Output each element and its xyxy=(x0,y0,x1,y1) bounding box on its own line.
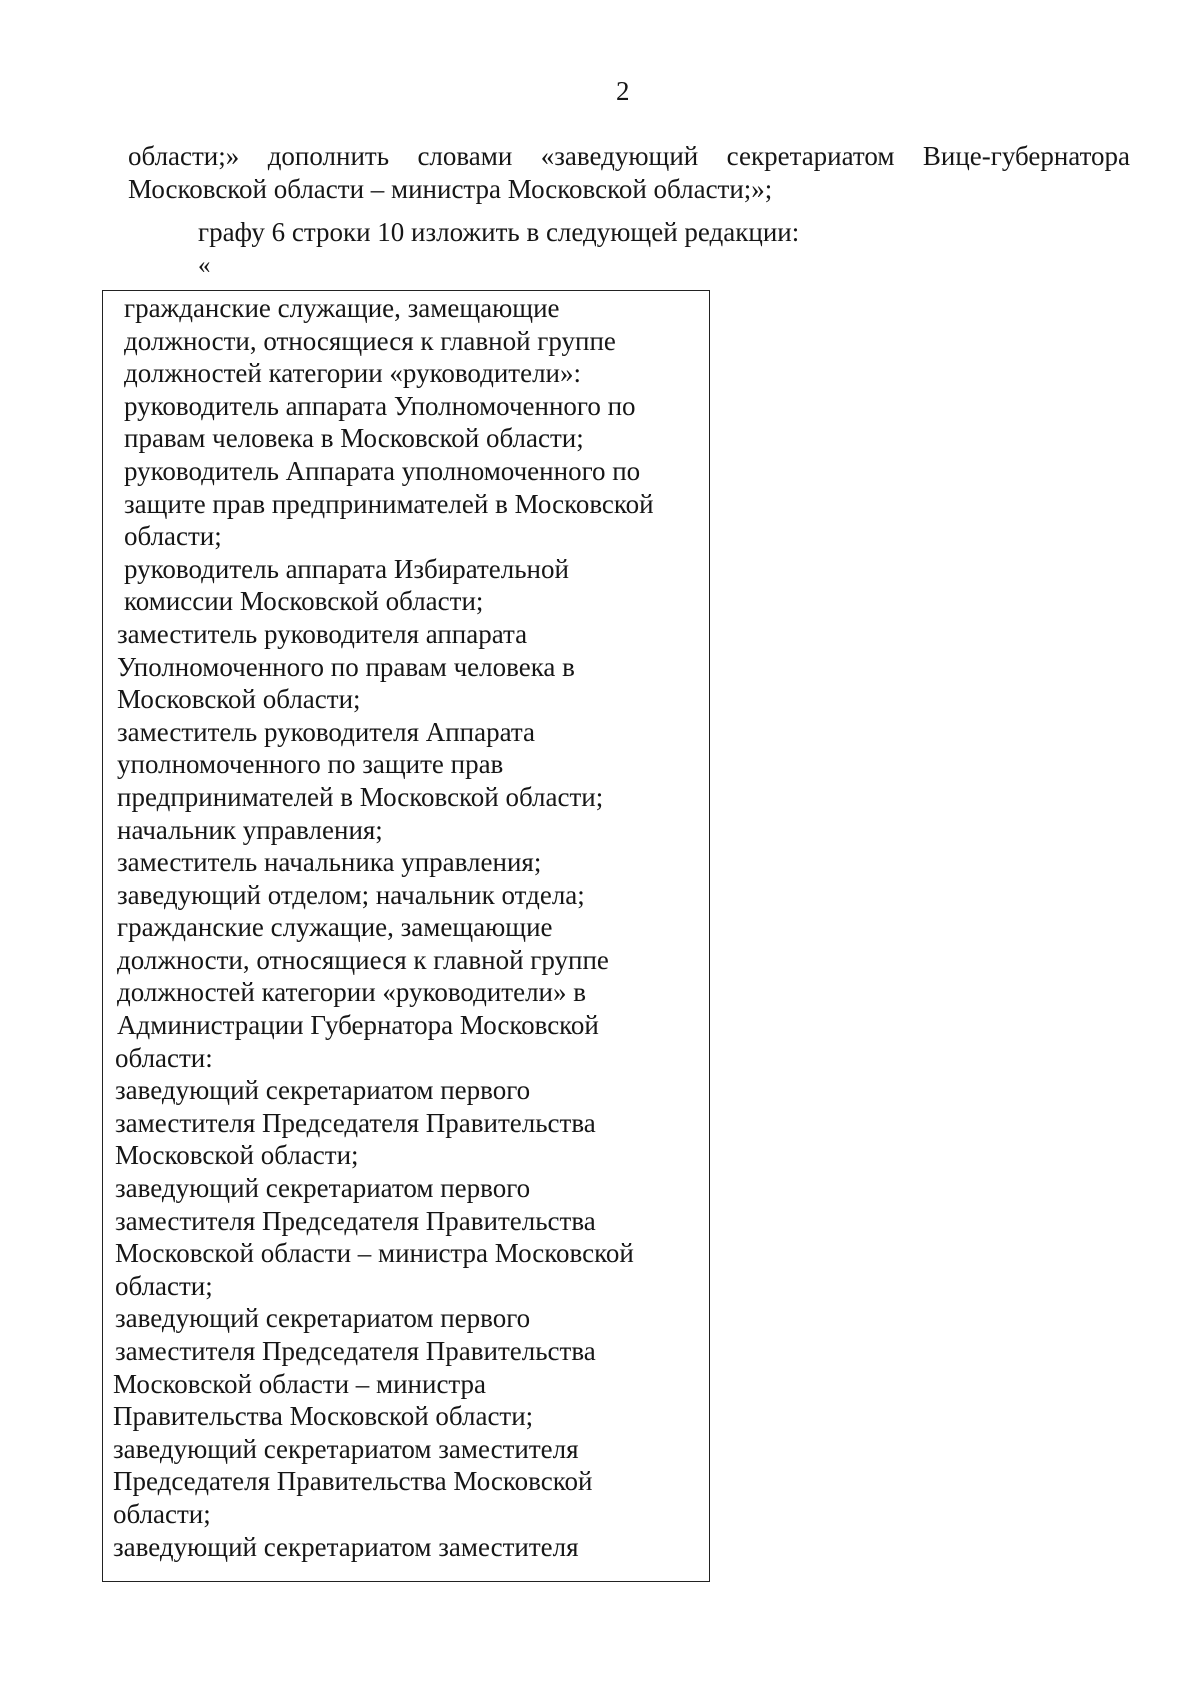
cell-line: Администрации Губернатора Московской xyxy=(117,1010,599,1041)
cell-line: заместителя Председателя Правительства xyxy=(115,1336,596,1366)
cell-line: заведующий секретариатом первого xyxy=(115,1173,531,1204)
cell-line: правам человека в Московской области; xyxy=(124,423,584,454)
cell-line: Московской области – министра xyxy=(113,1368,487,1399)
cell-line: защите прав предпринимателей в Московской xyxy=(124,488,654,519)
cell-line: заместителя Председателя Правительства xyxy=(115,1205,596,1236)
cell-line: заведующий секретариатом первого xyxy=(115,1075,531,1106)
cell-line: Председателя Правительства Московской xyxy=(113,1466,593,1497)
intro-line-1: области;» дополнить словами «заведующий секретариатом Вице-губернатора xyxy=(128,141,1130,171)
cell-line: начальник управления; xyxy=(117,814,383,845)
cell-line: должности, относящиеся к главной группе xyxy=(117,944,609,975)
cell-line: Московской области; xyxy=(115,1140,359,1171)
cell-line: заведующий отделом; начальник отдела; xyxy=(117,879,585,910)
cell-line: должности, относящиеся к главной группе xyxy=(124,325,616,356)
cell-line: области: xyxy=(115,1042,213,1073)
cell-line: предпринимателей в Московской области; xyxy=(117,781,604,812)
cell-line: области; xyxy=(124,521,222,552)
cell-line: руководитель аппарата Уполномоченного по xyxy=(124,390,636,421)
cell-line: должностей категории «руководители»: xyxy=(124,358,581,389)
cell-line: должностей категории «руководители» в xyxy=(117,977,586,1008)
intro-line-2: Московской области – министра Московской области;»; xyxy=(128,174,773,204)
cell-line: руководитель аппарата Избирательной xyxy=(124,553,569,584)
cell-line: заместителя Председателя Правительства xyxy=(115,1107,596,1138)
instruction-text: графу 6 строки 10 изложить в следующей редакции: xyxy=(198,217,800,247)
cell-line: гражданские служащие, замещающие xyxy=(124,293,560,323)
cell-line: Московской области – министра Московской xyxy=(115,1238,634,1269)
cell-line: заместитель начальника управления; xyxy=(117,847,542,878)
cell-line: уполномоченного по защите прав xyxy=(117,749,504,780)
cell-line: руководитель Аппарата уполномоченного по xyxy=(124,455,641,486)
table-cell-content xyxy=(113,292,714,1563)
cell-line: Московской области; xyxy=(117,684,361,715)
cell-line: гражданские служащие, замещающие xyxy=(117,912,553,943)
cell-line: Уполномоченного по правам человека в xyxy=(117,651,575,682)
opening-quote-mark: « xyxy=(198,252,211,279)
cell-line: заведующий секретариатом первого xyxy=(115,1303,531,1334)
cell-line: заместитель руководителя Аппарата xyxy=(117,716,536,747)
cell-line: заведующий секретариатом заместителя xyxy=(113,1531,579,1562)
intro-paragraph xyxy=(128,140,1130,206)
cell-line: Правительства Московской области; xyxy=(113,1401,534,1432)
page-number: 2 xyxy=(616,76,630,106)
cell-line: области; xyxy=(113,1498,211,1529)
cell-line: комиссии Московской области; xyxy=(124,586,484,617)
cell-line: заместитель руководителя аппарата xyxy=(117,618,528,649)
cell-line: области; xyxy=(115,1270,213,1301)
cell-line: заведующий секретариатом заместителя xyxy=(113,1433,579,1464)
